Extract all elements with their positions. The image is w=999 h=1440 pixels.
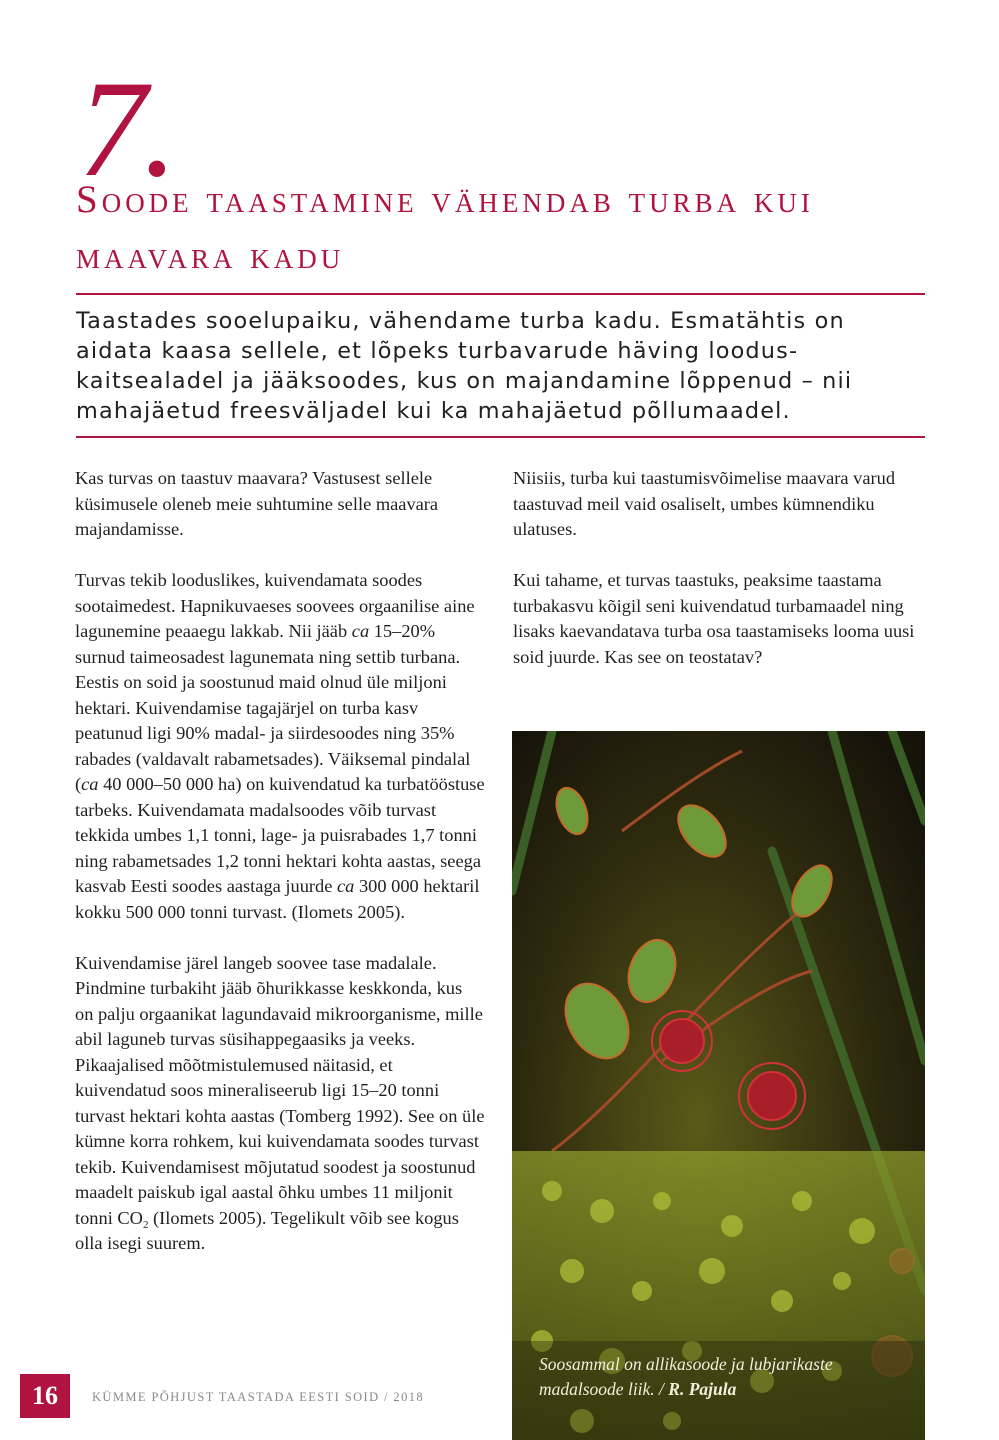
text-run: (Ilomets 2005). Tegelikult võib see kogus olla isegi suurem. [75, 1207, 459, 1253]
left-paragraph-2 [75, 568, 485, 925]
text-run: Turvas tekib looduslikes, kuivendamata soodes sootaimedest. Hapnikuvaeses soovees orgaanilise aine lagunemine peaaegu lakkab. Nii jääb [75, 570, 475, 641]
footer-publication: KÜMME PÕHJUST TAASTADA EESTI SOID / 2018 [92, 1390, 425, 1404]
left-paragraph-1: Kas turvas on taastuv maavara? Vastusest sellele küsimusele oleneb meie suhtumine selle maavara majandamisse. [75, 468, 439, 539]
photo-illustration [512, 731, 925, 1440]
ca-abbrev: ca [81, 774, 99, 794]
co2-subscript: 2 [142, 1218, 149, 1231]
moss-sundew-photo [512, 731, 925, 1440]
text-run: 300 000 hektaril kokku 500 000 tonni turvast. (Ilomets 2005). [75, 876, 480, 922]
text-run: Kuivendamise järel langeb soovee tase madalale. Pindmine turbakiht jääb õhurikkasse keskkonda, kus on palju orgaanikat lagundavaid mikroorganisme, mille abil laguneb turvas süsihappegaasiks ja veeks. Pikaajalised mõõtmistulemused näitasid, et kuivendatud soos mineraliseerub ligi 15–20 tonni turvast hektari kohta aastas (Tomberg 1992). See on üle kümne korra rohkem, kui kuivendamata soodes turvast tekib. Kuivendamisest mõjutatud soodest ja soostunud maadelt paiskub igal aastal õhku umbes 11 miljonit tonni CO [75, 952, 485, 1228]
text-run: 40 000–50 000 ha) on kuivendatud ka turbatööstuse tarbeks. Kuivendamata madalsoodes võib turvast tekkida umbes 1,1 tonni, lage- ja puisrabades 1,7 tonni ning rabametsades 1,2 tonni hektari kohta aastas, seega kasvab Eesti soodes aastaga juurde [75, 774, 485, 896]
caption-text: Soosammal on allikasoode ja lubjarikaste madalsoode liik. / [539, 1354, 833, 1399]
photo-caption [539, 1352, 909, 1402]
lead-paragraph [76, 306, 928, 426]
chapter-title: Soode taastamine vähendab turba kui maavara kadu [76, 178, 814, 277]
left-column [75, 466, 485, 1282]
text-run: 15–20% surnud taimeosadest lagunemata ning settib turbana. Eestis on soid ja soostunud maid olnud üle miljoni hektari. Kuivendamise tagajärjel on turba kasv peatunud ligi 90% madal- ja siirdesoodes ning 35% rabades (valdavalt rabametsades). Väiksemal pindalal ( [75, 621, 471, 794]
left-paragraph-3 [75, 951, 485, 1257]
right-paragraph-1: Niisiis, turba kui taastumisvõimelise maavara varud taastuvad meil vaid osaliselt, umbes kümnendiku ulatuses. [513, 468, 896, 539]
lead-bottom-rule [76, 436, 925, 438]
lead-text: Taastades sooelupaiku, vähendame turba kadu. Esmatähtis on aidata kaasa sellele, et lõpeks turbavarude häving looduskaitsealadel ja jääksoodes, kus on majandamine lõppenud – nii mahajäetud freesväljadel kui ka mahajäetud põllumaadel. [76, 308, 853, 424]
ca-abbrev: ca [337, 876, 355, 896]
right-column [513, 466, 923, 696]
ca-abbrev: ca [351, 621, 370, 641]
right-paragraph-2: Kui tahame, et turvas taastuks, peaksime taastama turbakasvu kõigil seni kuivendatud turbamaadel ning lisaks kaevandatava turba osa taastamiseks looma uusi soid juurde. Kas see on teostatav? [513, 570, 915, 667]
chapter-number: 7. [78, 52, 174, 205]
photo-credit: R. Pajula [668, 1379, 737, 1399]
lead-top-rule [76, 293, 925, 295]
page-number: 16 [20, 1374, 70, 1418]
